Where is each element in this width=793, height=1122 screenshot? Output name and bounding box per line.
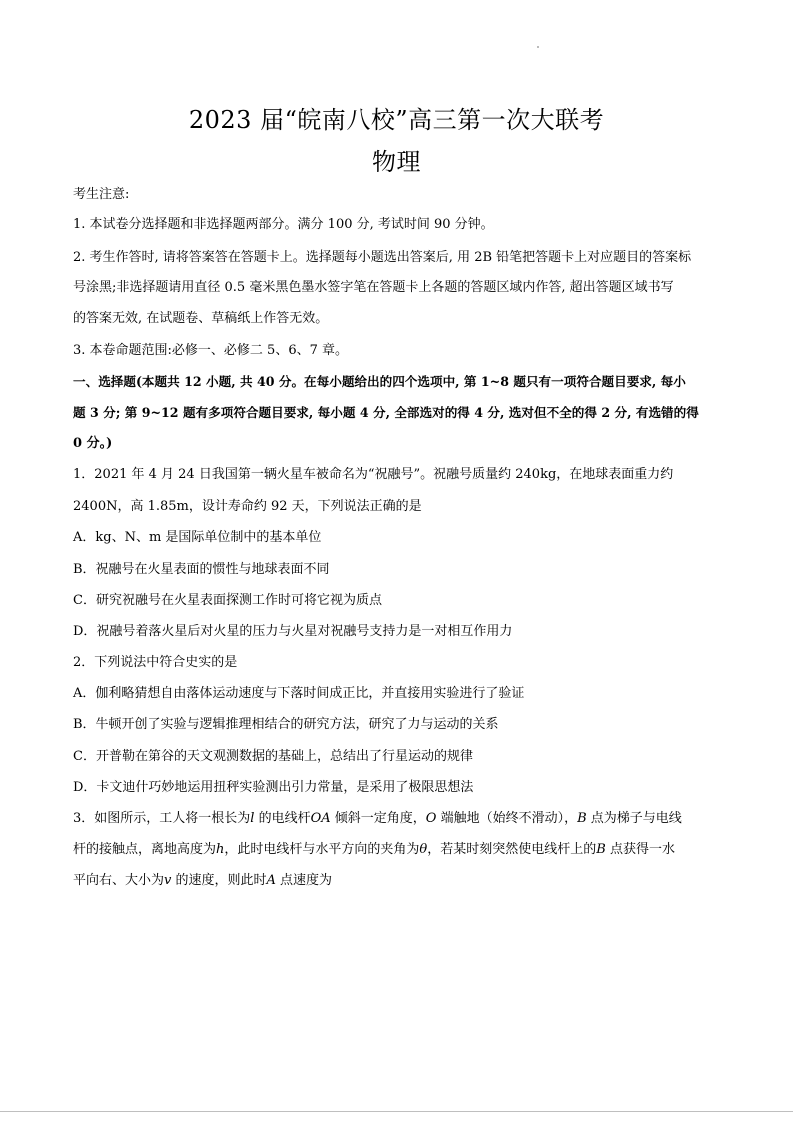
q1-option-a: A．kg、N、m 是国际单位制中的基本单位 [73,530,322,545]
q2-option-c: C．开普勒在第谷的天文观测数据的基础上，总结出了行星运动的规律 [73,749,473,764]
q1-option-d: D．祝融号着落火星后对火星的压力与火星对祝融号支持力是一对相互作用力 [73,624,513,639]
q3-stem-line-3: 平向右、大小为v 的速度，则此时A 点速度为 [73,873,333,888]
q3-stem-line-1: 3．如图所示，工人将一根长为l 的电线杆OA 倾斜一定角度，O 端触地（始终不滑动），B 点为梯子与电线 [73,811,682,826]
q2-option-b: B．牛顿开创了实验与逻辑推理相结合的研究方法，研究了力与运动的关系 [73,717,499,732]
var-o: O [425,811,437,826]
var-b: B [577,811,587,826]
section1-line-3: 0 分。) [73,436,113,451]
q2-stem: 2．下列说法中符合史实的是 [73,655,238,670]
section1-line-2: 题 3 分; 第 9~12 题有多项符合题目要求, 每小题 4 分, 全部选对的得 4 分, 选对但不全的得 2 分, 有选错的得 [73,405,699,420]
var-oa: OA [310,811,331,826]
var-h: h [216,842,225,857]
var-theta: θ [419,842,428,857]
notice-item-3: 3. 本卷命题范围:必修一、必修二 5、6、7 章。 [73,343,348,358]
scan-speck [537,46,539,48]
var-v: v [164,873,172,888]
q2-option-a: A．伽利略猜想自由落体运动速度与下落时间成正比，并直接用实验进行了验证 [73,686,525,701]
q2-option-d: D．卡文迪什巧妙地运用扭秤实验测出引力常量，是采用了极限思想法 [73,780,474,795]
q3-stem-line-2: 杆的接触点，离地高度为h，此时电线杆与水平方向的夹角为θ，若某时刻突然使电线杆上的B 点获得一水 [73,842,675,857]
var-l: l [250,811,255,826]
notice-item-2-line-3: 的答案无效, 在试题卷、草稿纸上作答无效。 [73,311,329,326]
q1-stem-line-1: 1．2021 年 4 月 24 日我国第一辆火星车被命名为“祝融号”。祝融号质量约 240kg，在地球表面重力约 [73,467,674,482]
notice-item-2-line-1: 2. 考生作答时, 请将答案答在答题卡上。选择题每小题选出答案后, 用 2B 铅笔把答题卡上对应题目的答案标 [73,250,692,265]
q1-option-b: B．祝融号在火星表面的惯性与地球表面不同 [73,562,330,577]
section1-line-1: 一、选择题(本题共 12 小题, 共 40 分。在每小题给出的四个选项中, 第 1~8 题只有一项符合题目要求, 每小 [73,374,686,389]
footer-rule [0,1111,793,1112]
notice-item-2-line-2: 号涂黑;非选择题请用直径 0.5 毫米黑色墨水签字笔在答题卡上各题的答题区域内作答, 超出答题区域书写 [73,280,674,295]
exam-title: 2023 届“皖南八校”高三第一次大联考 [188,106,605,134]
q1-option-c: C．研究祝融号在火星表面探测工作时可将它视为质点 [73,593,382,608]
var-a: A [266,873,276,888]
q1-stem-line-2: 2400N，高 1.85m，设计寿命约 92 天，下列说法正确的是 [73,499,422,514]
subject-title: 物理 [372,148,421,176]
notice-item-1: 1. 本试卷分选择题和非选择题两部分。满分 100 分, 考试时间 90 分钟。 [73,217,494,232]
var-b-2: B [596,842,606,857]
notice-heading: 考生注意: [73,187,130,202]
